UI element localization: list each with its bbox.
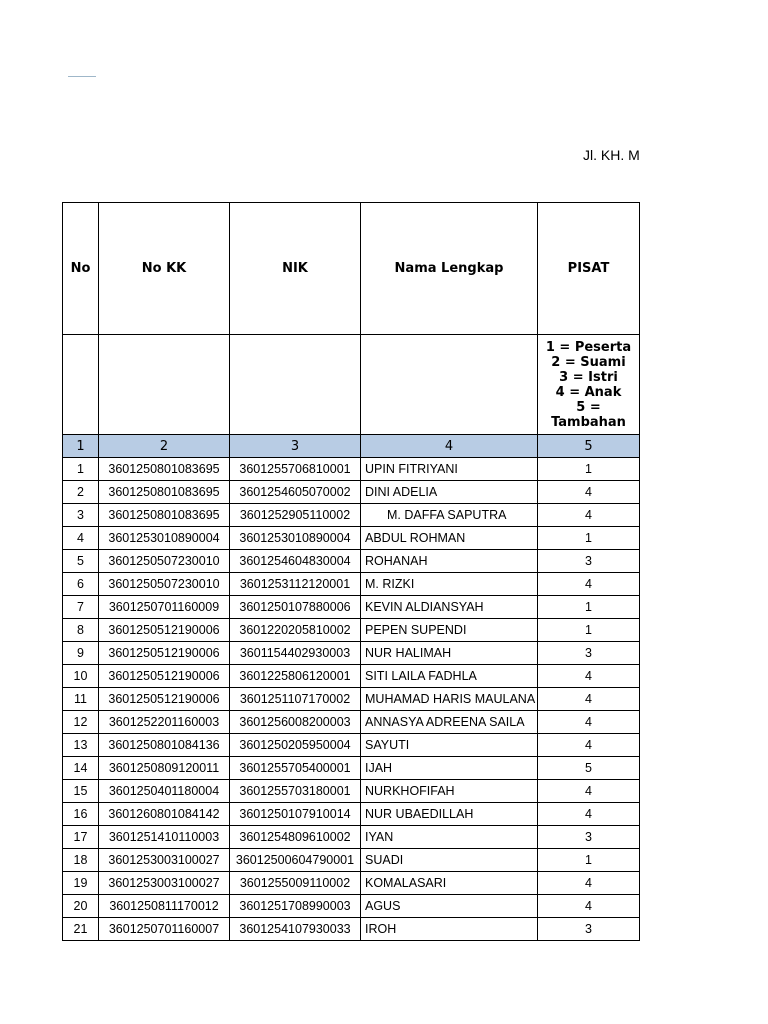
no-kk-cell: 3601250801083695 <box>99 481 230 504</box>
pisat-cell: 4 <box>538 481 640 504</box>
pisat-cell: 4 <box>538 573 640 596</box>
column-header-pisat: PISAT <box>538 203 640 335</box>
column-number-cell: 3 <box>230 435 361 458</box>
row-number-cell: 10 <box>63 665 99 688</box>
pisat-cell: 4 <box>538 734 640 757</box>
nama-lengkap-cell: SITI LAILA FADHLA <box>361 665 538 688</box>
nama-lengkap-cell: ROHANAH <box>361 550 538 573</box>
pisat-legend <box>538 335 640 435</box>
nik-cell: 3601254605070002 <box>230 481 361 504</box>
nama-lengkap-cell: M. RIZKI <box>361 573 538 596</box>
table-row <box>63 803 640 826</box>
no-kk-cell: 3601253003100027 <box>99 849 230 872</box>
pisat-cell: 4 <box>538 688 640 711</box>
no-kk-cell: 3601260801084142 <box>99 803 230 826</box>
no-kk-cell: 3601250512190006 <box>99 642 230 665</box>
row-number-cell: 2 <box>63 481 99 504</box>
nik-cell: 3601220205810002 <box>230 619 361 642</box>
table-row <box>63 757 640 780</box>
pisat-cell: 4 <box>538 504 640 527</box>
table-row <box>63 688 640 711</box>
table-row <box>63 895 640 918</box>
nik-cell: 3601254604830004 <box>230 550 361 573</box>
row-number-cell: 5 <box>63 550 99 573</box>
nik-cell: 3601252905110002 <box>230 504 361 527</box>
pisat-cell: 1 <box>538 596 640 619</box>
table-row <box>63 527 640 550</box>
pisat-legend-line: 5 = <box>576 399 601 415</box>
legend-row <box>63 335 640 435</box>
no-kk-cell: 3601251410110003 <box>99 826 230 849</box>
pisat-cell: 3 <box>538 550 640 573</box>
table-row <box>63 458 640 481</box>
nama-lengkap-cell: IYAN <box>361 826 538 849</box>
column-header-no: No <box>63 203 99 335</box>
nik-cell: 3601251708990003 <box>230 895 361 918</box>
nama-lengkap-cell: DINI ADELIA <box>361 481 538 504</box>
nik-cell: 3601256008200003 <box>230 711 361 734</box>
table-row <box>63 826 640 849</box>
no-kk-cell: 3601250701160007 <box>99 918 230 941</box>
table-row <box>63 573 640 596</box>
legend-empty-cell <box>99 335 230 435</box>
nama-lengkap-cell: AGUS <box>361 895 538 918</box>
row-number-cell: 19 <box>63 872 99 895</box>
no-kk-cell: 3601250811170012 <box>99 895 230 918</box>
nik-cell: 3601255706810001 <box>230 458 361 481</box>
row-number-cell: 11 <box>63 688 99 711</box>
header-row <box>63 203 640 335</box>
nik-cell: 3601255009110002 <box>230 872 361 895</box>
nik-cell: 3601250107880006 <box>230 596 361 619</box>
nama-lengkap-cell: PEPEN SUPENDI <box>361 619 538 642</box>
nama-lengkap-cell: UPIN FITRIYANI <box>361 458 538 481</box>
nama-lengkap-cell: KEVIN ALDIANSYAH <box>361 596 538 619</box>
no-kk-cell: 3601250801083695 <box>99 458 230 481</box>
table-row <box>63 596 640 619</box>
table-body <box>63 458 640 941</box>
table-row <box>63 711 640 734</box>
nama-lengkap-cell: IJAH <box>361 757 538 780</box>
pisat-cell: 3 <box>538 826 640 849</box>
table-row <box>63 849 640 872</box>
nik-cell: 3601253010890004 <box>230 527 361 550</box>
pisat-cell: 1 <box>538 527 640 550</box>
nama-lengkap-cell: NUR HALIMAH <box>361 642 538 665</box>
column-number-cell: 4 <box>361 435 538 458</box>
pisat-cell: 4 <box>538 895 640 918</box>
legend-empty-cell <box>230 335 361 435</box>
nik-cell: 3601254107930033 <box>230 918 361 941</box>
nik-cell: 3601255705400001 <box>230 757 361 780</box>
no-kk-cell: 3601250801084136 <box>99 734 230 757</box>
column-number-row <box>63 435 640 458</box>
participant-table <box>62 202 640 941</box>
legend-empty-cell <box>63 335 99 435</box>
pisat-cell: 3 <box>538 918 640 941</box>
row-number-cell: 20 <box>63 895 99 918</box>
pisat-cell: 4 <box>538 665 640 688</box>
no-kk-cell: 3601252201160003 <box>99 711 230 734</box>
row-number-cell: 4 <box>63 527 99 550</box>
column-number-cell: 2 <box>99 435 230 458</box>
nama-lengkap-cell: M. DAFFA SAPUTRA <box>361 504 538 527</box>
nama-lengkap-cell: SAYUTI <box>361 734 538 757</box>
pisat-legend-line: 4 = Anak <box>555 384 622 400</box>
no-kk-cell: 3601250512190006 <box>99 619 230 642</box>
nama-lengkap-cell: NURKHOFIFAH <box>361 780 538 803</box>
table-row <box>63 481 640 504</box>
nik-cell: 3601250107910014 <box>230 803 361 826</box>
pisat-cell: 1 <box>538 458 640 481</box>
column-header-no-kk: No KK <box>99 203 230 335</box>
nik-cell: 3601251107170002 <box>230 688 361 711</box>
row-number-cell: 17 <box>63 826 99 849</box>
logo-mark <box>68 76 96 77</box>
table-row <box>63 734 640 757</box>
no-kk-cell: 3601250401180004 <box>99 780 230 803</box>
nik-cell: 3601225806120001 <box>230 665 361 688</box>
row-number-cell: 18 <box>63 849 99 872</box>
row-number-cell: 3 <box>63 504 99 527</box>
row-number-cell: 1 <box>63 458 99 481</box>
nik-cell: 3601250205950004 <box>230 734 361 757</box>
row-number-cell: 12 <box>63 711 99 734</box>
address-line: Jl. KH. M <box>583 147 640 163</box>
nik-cell: 3601154402930003 <box>230 642 361 665</box>
no-kk-cell: 3601253010890004 <box>99 527 230 550</box>
pisat-cell: 1 <box>538 619 640 642</box>
row-number-cell: 14 <box>63 757 99 780</box>
no-kk-cell: 3601250512190006 <box>99 665 230 688</box>
row-number-cell: 7 <box>63 596 99 619</box>
pisat-legend-line: 2 = Suami <box>551 354 626 370</box>
no-kk-cell: 3601250809120011 <box>99 757 230 780</box>
no-kk-cell: 3601250507230010 <box>99 550 230 573</box>
no-kk-cell: 3601250512190006 <box>99 688 230 711</box>
nama-lengkap-cell: ABDUL ROHMAN <box>361 527 538 550</box>
nik-cell: 3601254809610002 <box>230 826 361 849</box>
table-row <box>63 619 640 642</box>
nama-lengkap-cell: NUR UBAEDILLAH <box>361 803 538 826</box>
column-header-nama-lengkap: Nama Lengkap <box>361 203 538 335</box>
table-row <box>63 642 640 665</box>
no-kk-cell: 3601250507230010 <box>99 573 230 596</box>
column-number-cell: 1 <box>63 435 99 458</box>
table-row <box>63 550 640 573</box>
table-row <box>63 872 640 895</box>
row-number-cell: 8 <box>63 619 99 642</box>
pisat-legend-line: 3 = Istri <box>559 369 618 385</box>
no-kk-cell: 3601253003100027 <box>99 872 230 895</box>
nama-lengkap-cell: ANNASYA ADREENA SAILA <box>361 711 538 734</box>
table-row <box>63 665 640 688</box>
row-number-cell: 6 <box>63 573 99 596</box>
pisat-cell: 4 <box>538 711 640 734</box>
pisat-cell: 4 <box>538 803 640 826</box>
pisat-cell: 5 <box>538 757 640 780</box>
nik-cell: 36012500604790001 <box>230 849 361 872</box>
nik-cell: 3601253112120001 <box>230 573 361 596</box>
pisat-legend-line: Tambahan <box>551 414 626 430</box>
nama-lengkap-cell: IROH <box>361 918 538 941</box>
row-number-cell: 9 <box>63 642 99 665</box>
nik-cell: 3601255703180001 <box>230 780 361 803</box>
column-header-nik: NIK <box>230 203 361 335</box>
row-number-cell: 21 <box>63 918 99 941</box>
row-number-cell: 15 <box>63 780 99 803</box>
pisat-cell: 3 <box>538 642 640 665</box>
nama-lengkap-cell: MUHAMAD HARIS MAULANA <box>361 688 538 711</box>
no-kk-cell: 3601250701160009 <box>99 596 230 619</box>
nama-lengkap-cell: SUADI <box>361 849 538 872</box>
pisat-legend-line: 1 = Peserta <box>545 339 632 355</box>
table-row <box>63 504 640 527</box>
row-number-cell: 16 <box>63 803 99 826</box>
legend-empty-cell <box>361 335 538 435</box>
pisat-cell: 4 <box>538 872 640 895</box>
column-number-cell: 5 <box>538 435 640 458</box>
table-row <box>63 918 640 941</box>
row-number-cell: 13 <box>63 734 99 757</box>
nama-lengkap-cell: KOMALASARI <box>361 872 538 895</box>
pisat-cell: 1 <box>538 849 640 872</box>
pisat-cell: 4 <box>538 780 640 803</box>
no-kk-cell: 3601250801083695 <box>99 504 230 527</box>
table-row <box>63 780 640 803</box>
